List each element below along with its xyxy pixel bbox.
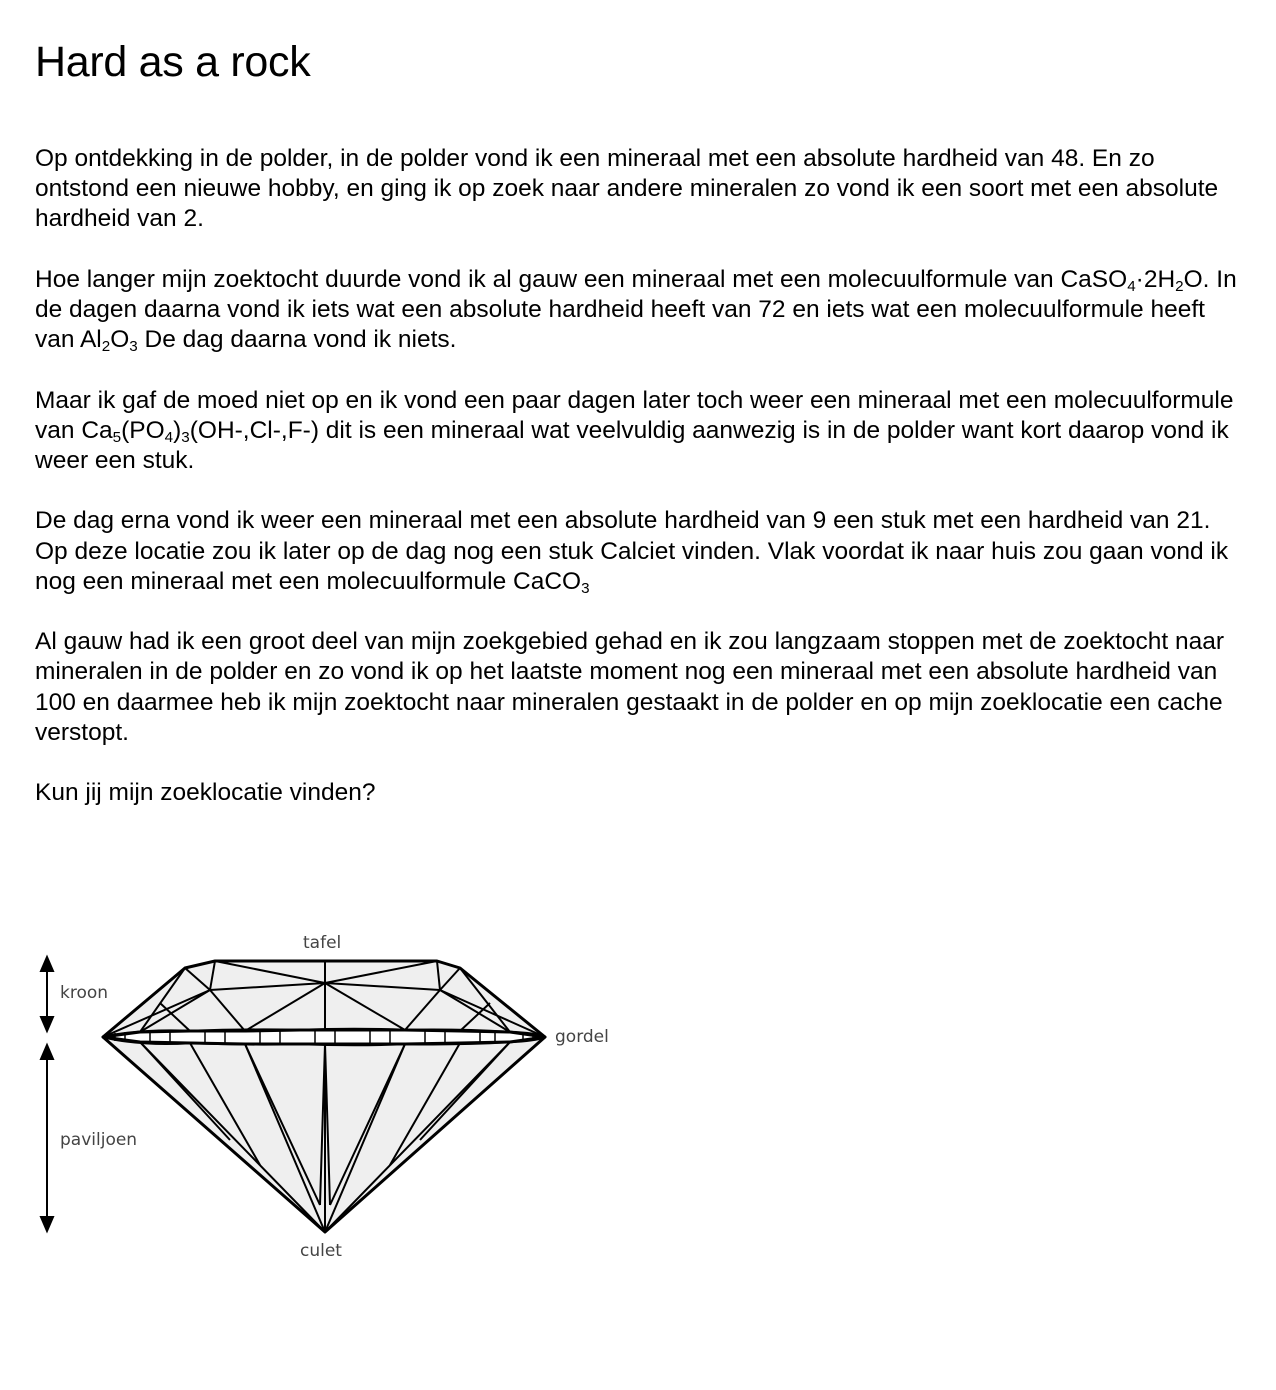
formula-gypsum: $CaSO_4\cdot 2H_2O$ (1060, 265, 1203, 295)
paragraph-3: Maar ik gaf de moed niet op en ik vond een paar dagen later toch weer een mineraal met een molecuulformule van $Ca_5(PO_4)_3(OH-,Cl-,F-)$ dit is een mineraal wat veelvuldig aanwezig is in de polder want kort daarop vond ik weer een stuk. (35, 386, 1234, 474)
label-tafel: tafel (303, 933, 342, 953)
page-title: Hard as a rock (35, 38, 311, 86)
article-body (35, 144, 1240, 839)
paragraph-5: Al gauw had ik een groot deel van mijn zoekgebied gehad en ik zou langzaam stoppen met de zoektocht naar mineralen in de polder en zo vond ik op het laatste moment nog een mineraal met een absolute hardheid van 100 en daarmee heb ik mijn zoektocht naar mineralen gestaakt in de polder en op mijn zoeklocatie een cache verstopt. (35, 628, 1225, 746)
paragraph-1: Op ontdekking in de polder, in de polder vond ik een mineraal met een absolute hardheid van 48. En zo ontstond een nieuwe hobby, en ging ik op zoek naar andere mineralen zo vond ik een soort met een absolute hardheid van 2. (35, 145, 1219, 233)
paragraph-2: Hoe langer mijn zoektocht duurde vond ik al gauw een mineraal met een molecuulformule van $CaSO_4\cdot 2H_2O$. In de dagen daarna vond ik iets wat een absolute hardheid heeft van 72 en iets wat een molecuulformule heeft van $Al_2O_3$ De dag daarna vond ik niets. (35, 265, 1237, 355)
paragraph-6: Kun jij mijn zoeklocatie vinden? (35, 779, 376, 807)
crown-arrow (41, 957, 53, 1031)
formula-calcite: CaCO$_3$ (513, 567, 590, 597)
label-culet: culet (300, 1241, 342, 1261)
paragraph-4: De dag erna vond ik weer een mineraal met een absolute hardheid van 9 een stuk met een hardheid van 21. Op deze locatie zou ik later op de dag nog een stuk Calciet vinden. Vlak voordat ik naar huis zou gaan vond ik nog een mineraal met een molecuulformule CaCO$_3$ (35, 507, 1229, 597)
label-kroon: kroon (60, 983, 109, 1003)
label-gordel: gordel (555, 1027, 609, 1047)
pavilion-arrow (41, 1045, 53, 1231)
formula-apatite: $Ca_5(PO_4)_3(OH-,Cl-,F-)$ (81, 416, 319, 446)
label-paviljoen: paviljoen (60, 1130, 138, 1150)
diamond-diagram (30, 925, 630, 1265)
diamond-svg (30, 925, 630, 1265)
formula-corundum: $Al_2O_3$ (79, 326, 138, 355)
